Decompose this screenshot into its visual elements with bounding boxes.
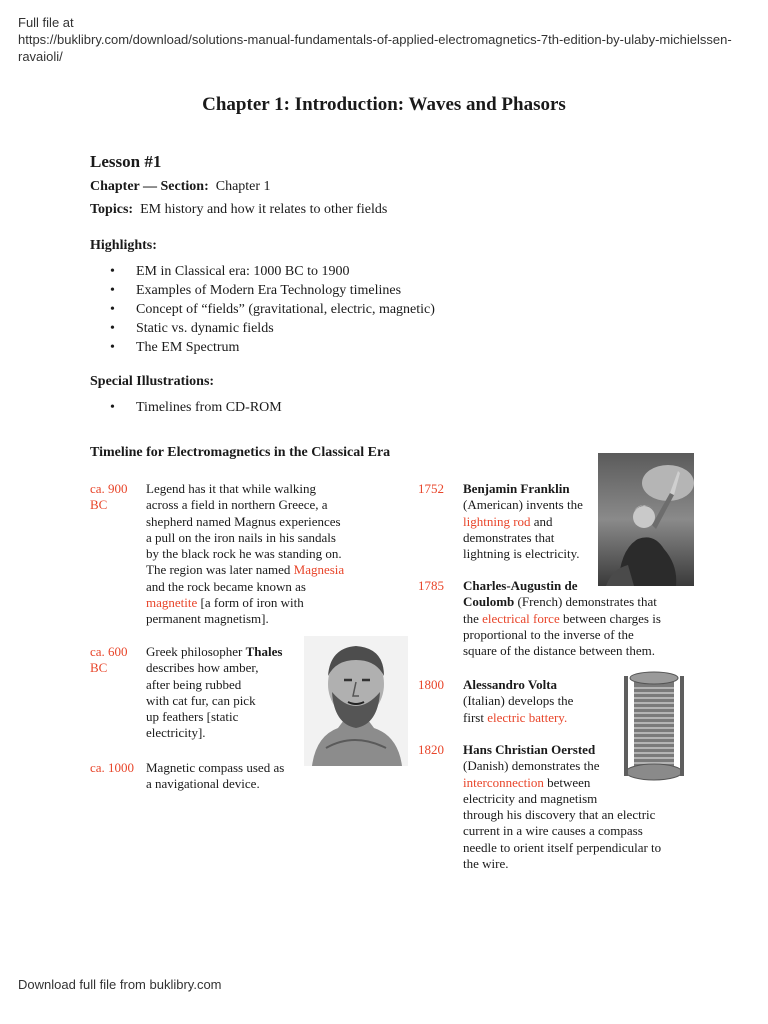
topics-label: Topics:: [90, 202, 134, 217]
bullet-icon: •: [110, 283, 115, 298]
bullet-icon: •: [110, 302, 115, 317]
list-item: • The EM Spectrum: [110, 340, 240, 355]
timeline-date: ca. 1000: [90, 760, 135, 775]
person-name: Hans Christian Oersted: [463, 742, 596, 757]
topics-value: EM history and how it relates to other fields: [140, 202, 388, 217]
bullet-icon: •: [110, 340, 115, 355]
timeline-date: 1785: [418, 578, 444, 593]
special-illustrations-heading: Special Illustrations:: [90, 374, 215, 389]
special-illustrations-list: [110, 398, 282, 417]
source-link-block[interactable]: [18, 14, 768, 65]
section-label: Chapter — Section:: [90, 179, 209, 194]
list-item: • Examples of Modern Era Technology timelines: [110, 283, 402, 298]
section-value: Chapter 1: [215, 179, 271, 194]
source-url[interactable]: https://buklibry.com/download/solutions-manual-fundamentals-of-applied-electromagnetics-7th-edition-by-ulaby-michielssen-ravaioli/: [18, 32, 732, 64]
bullet-icon: •: [110, 264, 115, 279]
timeline-date: 1752: [418, 481, 444, 496]
person-name: Charles-Augustin de: [463, 578, 578, 593]
timeline-date: ca. 900 BC: [90, 481, 128, 512]
person-name: Coulomb: [463, 594, 515, 610]
timeline-entry-text: Legend has it that while walking across a field in northern Greece, a shepherd named Magnus experiences a pull on the iron nails in his sandals by the black rock he was standing on. The region was later named Magnesia and the rock became known as magnetite [a form of iron with permanent magnetism].: [146, 481, 345, 627]
timeline-entry-text: Alessandro Volta (Italian) develops the first electric battery.: [463, 677, 574, 725]
highlight-term: lightning rod: [463, 513, 531, 529]
timeline-entry-text: Greek philosopher Thales describes how amber, after being rubbed with cat fur, can pick up feathers [static electricity].: [146, 644, 283, 741]
list-item: • Concept of “fields” (gravitational, electric, magnetic): [110, 302, 435, 317]
highlight-term: interconnection: [463, 774, 544, 790]
timeline-date: 1800: [418, 677, 444, 692]
list-item: • Static vs. dynamic fields: [110, 321, 274, 336]
person-name: Alessandro Volta: [463, 677, 558, 692]
thales-bust-image: [304, 636, 408, 766]
highlights-list: [110, 262, 435, 357]
timeline-entry-text: Charles-Augustin de Coulomb (French) demonstrates that the electrical force between charges is proportional to the inverse of the square of the distance between them.: [463, 578, 661, 659]
person-name: Benjamin Franklin: [463, 481, 570, 496]
timeline-entry-text: Hans Christian Oersted (Danish) demonstrates the interconnection between electricity and magnetism through his discovery that an electric current in a wire causes a compass needle to orient itself perpendicular to the wire.: [463, 742, 662, 872]
timeline-entry-text: Benjamin Franklin (American) invents the lightning rod and demonstrates that lightning is electricity.: [463, 481, 583, 562]
bullet-icon: •: [110, 321, 115, 336]
lesson-title: Lesson #1: [90, 152, 162, 171]
highlight-term: magnetite: [146, 595, 198, 611]
list-item: • Timelines from CD-ROM: [110, 400, 282, 415]
chapter-section-line: [90, 179, 271, 195]
franklin-portrait-image: [598, 453, 694, 586]
footer-download-link[interactable]: Download full file from buklibry.com: [18, 977, 222, 992]
full-file-label: Full file at: [18, 15, 74, 30]
timeline-date: 1820: [418, 742, 444, 757]
chapter-title: Chapter 1: Introduction: Waves and Phasors: [202, 94, 566, 115]
highlight-term: electrical force: [482, 610, 560, 626]
timeline-title: Timeline for Electromagnetics in the Classical Era: [90, 445, 391, 460]
list-item: • EM in Classical era: 1000 BC to 1900: [110, 264, 350, 279]
timeline-date: ca. 600 BC: [90, 644, 128, 675]
highlights-heading: Highlights:: [90, 238, 157, 253]
bullet-icon: •: [110, 400, 115, 415]
timeline-entry-text: Magnetic compass used as a navigational device.: [146, 760, 285, 792]
highlight-term: Magnesia: [293, 562, 345, 578]
highlight-term: electric battery.: [487, 709, 568, 725]
topics-line: [90, 202, 387, 218]
